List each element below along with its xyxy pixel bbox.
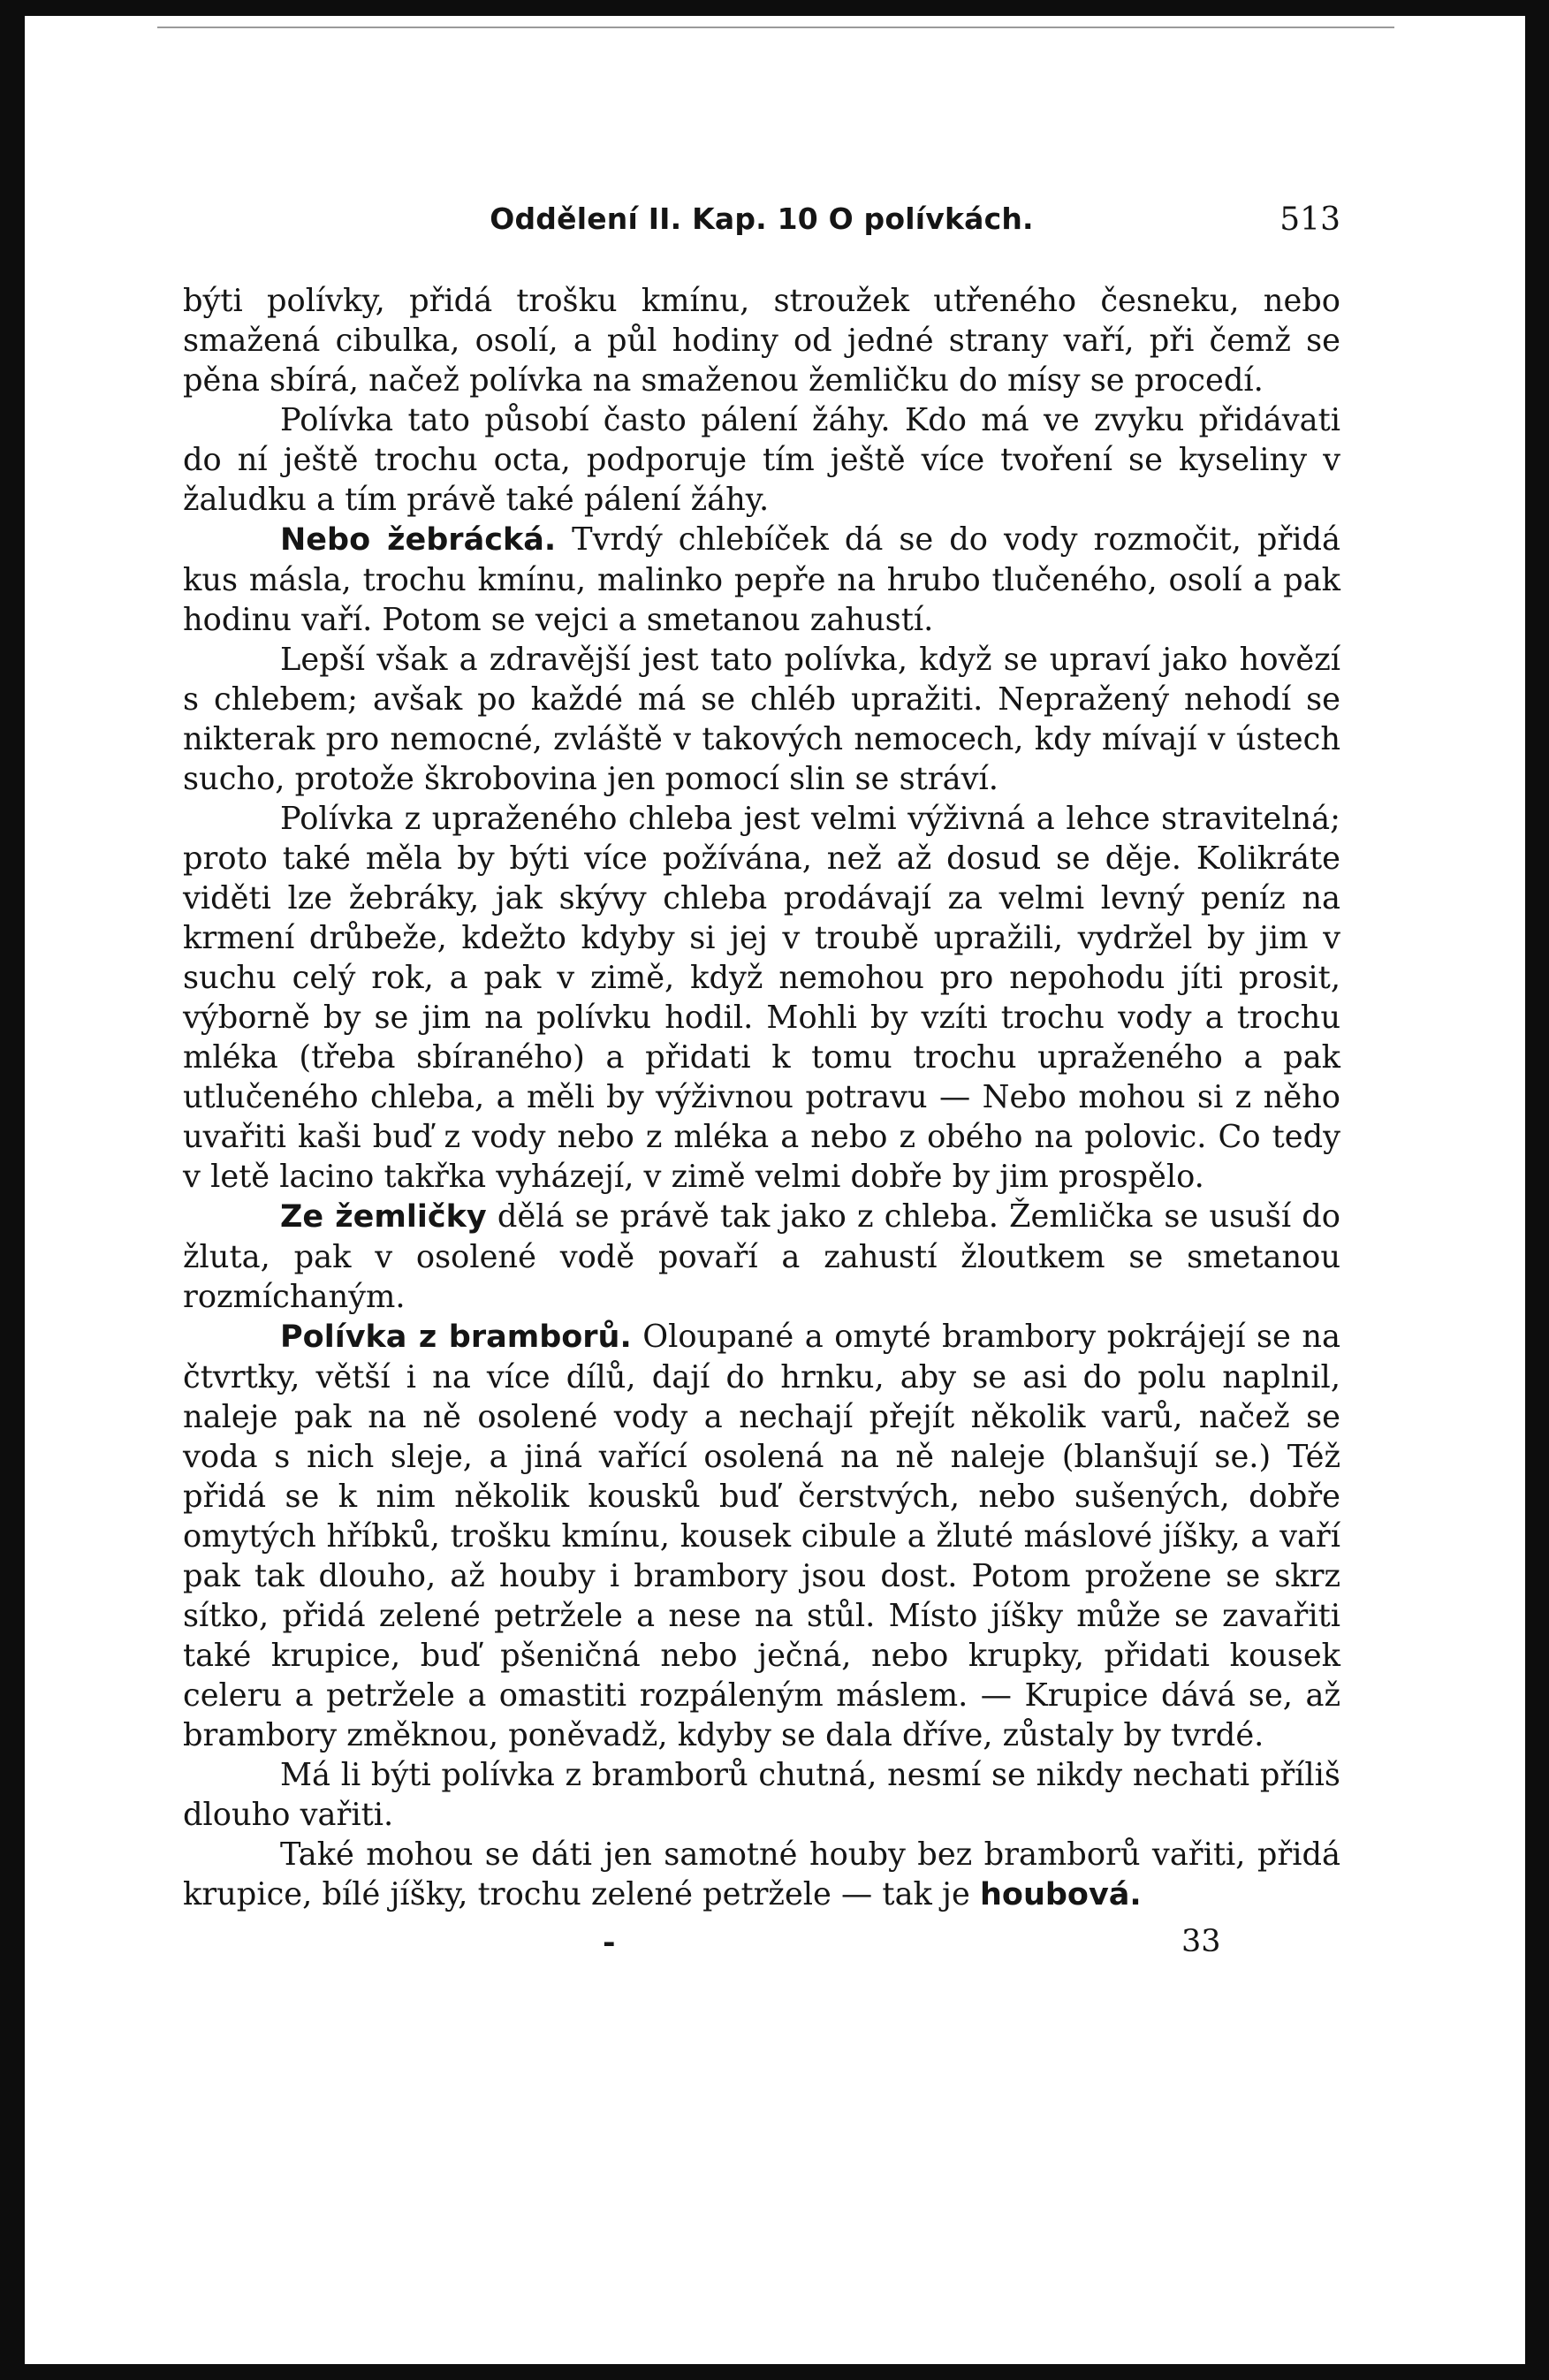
running-title: Oddělení II. Kap. 10 O polívkách.: [490, 202, 1034, 236]
paragraph-4: Lepší však a zdravější jest tato polívka, když se upraví jako hovězí s chlebem; avšak po každé má se chléb upražiti. Nepražený nehodí se nikterak pro nemocné, zvláště v takových nemocech, kdy mívají v ústech sucho, protože škrobovina jen pomocí slin se stráví.: [183, 642, 1340, 797]
paragraph-8: Má li býti polívka z bramborů chutná, nesmí se nikdy nechati příliš dlouho vařiti.: [183, 1757, 1340, 1833]
recipe-heading-zemlicky: Ze žemličky: [280, 1199, 487, 1235]
page-footer: [183, 1924, 1340, 1968]
book-page: [183, 202, 1340, 1968]
footer-mark: -: [603, 1924, 616, 1960]
page-body: [183, 281, 1340, 1915]
recipe-heading-brambory: Polívka z bramborů.: [280, 1319, 632, 1355]
page-header: [183, 202, 1340, 247]
paragraph-7: Polívka z bramborů. Oloupané a omyté brambory pokrájejí se na čtvrtky, větší i na více dílů, dají do hrnku, aby se asi do polu naplnil, naleje pak na ně osolené vody a nechají přejít několik varů, načež se voda s nich sleje, a jiná vařící osolená na ně naleje (blanšují se.) Též přidá se k nim několik kousků buď čerstvých, nebo sušených, dobře omytých hříbků, trošku kmínu, kousek cibule a žluté máslové jíšky, a vaří pak tak dlouho, až houby i brambory jsou dost. Potom prožene se skrz sítko, přidá zelené petržele a nese na stůl. Místo jíšky může se zavařiti také krupice, buď pšeničná nebo ječná, nebo krupky, přidati kousek celeru a petržele a omastiti rozpáleným máslem. — Krupice dává se, až brambory změknou, poněvadž, kdyby se dala dříve, zůstaly by tvrdé.: [183, 1319, 1340, 1753]
recipe-heading-houbova: houbová.: [979, 1877, 1142, 1912]
page-number: 513: [1279, 202, 1340, 238]
paragraph-5: Polívka z upraženého chleba jest velmi výživná a lehce stravitelná; proto také měla by býti více požívána, než až dosud se děje. Kolikráte viděti lze žebráky, jak skývy chleba prodávají za velmi levný peníz na krmení drůbeže, kdežto kdyby si jej v troubě upražili, vydržel by jim v suchu celý rok, a pak v zimě, když nemohou pro nepohodu jíti prosit, výborně by se jim na polívku hodil. Mohli by vzíti trochu vody a trochu mléka (třeba sbíraného) a přidati k tomu trochu upraženého a pak utlučeného chleba, a měli by výživnou potravu — Nebo mohou si z něho uvařiti kaši buď z vody nebo z mléka a nebo z obého na polovic. Co tedy v letě lacino takřka vyházejí, v zimě velmi dobře by jim prospělo.: [183, 801, 1340, 1195]
scan-edge-line: [157, 27, 1394, 28]
recipe-heading-zebracka: Nebo žebrácká.: [280, 522, 557, 558]
paragraph-3: Nebo žebrácká. Tvrdý chlebíček dá se do vody rozmočit, přidá kus másla, trochu kmínu, malinko pepře na hrubo tlučeného, osolí a pak hodinu vaří. Potom se vejci a smetanou zahustí.: [183, 521, 1340, 638]
page-sheet: [25, 16, 1525, 2364]
paragraph-2: Polívka tato působí často pálení žáhy. Kdo má ve zvyku přidávati do ní ještě trochu octa, podporuje tím ještě více tvoření se kyseliny v žaludku a tím právě také pálení žáhy.: [183, 402, 1340, 518]
paragraph-1: býti polívky, přidá trošku kmínu, stroužek utřeného česneku, nebo smažená cibulka, osolí, a půl hodiny od jedné strany vaří, při čemž se pěna sbírá, načež polívka na smaženou žemličku do mísy se procedí.: [183, 283, 1340, 399]
paragraph-6: Ze žemličky dělá se právě tak jako z chleba. Žemlička se usuší do žluta, pak v osolené vodě povaří a zahustí žloutkem se smetanou rozmíchaným.: [183, 1198, 1340, 1315]
paragraph-9: Také mohou se dáti jen samotné houby bez bramborů vařiti, přidá krupice, bílé jíšky, trochu zelené petržele — tak je houbová.: [183, 1836, 1340, 1912]
signature-number: 33: [1181, 1924, 1221, 1959]
